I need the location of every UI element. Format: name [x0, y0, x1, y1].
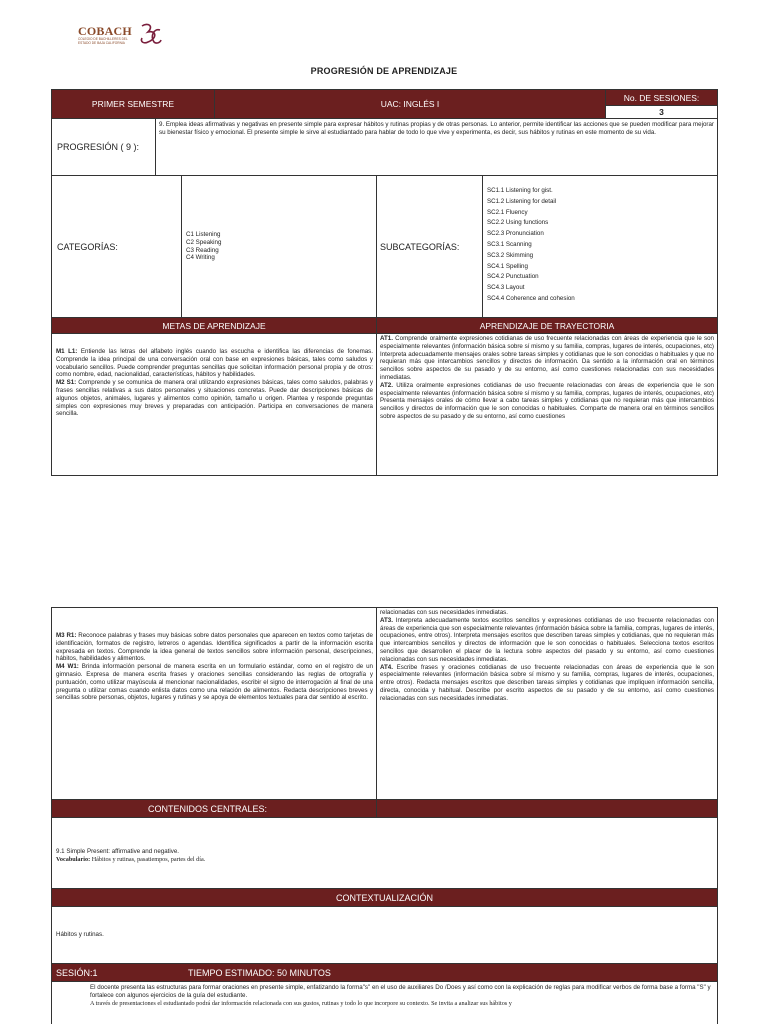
list-item: C4 Writing	[186, 254, 215, 262]
bc-emblem-icon	[134, 22, 164, 50]
trayectoria-page2-cell	[376, 607, 718, 800]
subcategorias-label-cell	[376, 175, 483, 318]
categorias-label: CATEGORÍAS:	[57, 241, 118, 252]
meta-paragraph: M4 W1: Brinda información personal de manera escrita en un formulario estándar, como en el registro de un gimnasio. Expresa de manera escrita frases y oraciones sencillas considerando las reglas de ortografía y puntuación, como utilizar mayúscula al mencionar nacionalidades, escribir el signo de interrogación al final de una pregunta o utilizar comas cuando enlista datos como una relación de alimentos. Redacta descripciones breves y sencillas sobre personas, objetos, lugares y rutinas y se apoya de elementos textuales para dar sentido al escrito.	[56, 663, 373, 702]
progresion-text-cell	[155, 118, 718, 176]
meta-paragraph: M1 L1: Entiende las letras del alfabeto inglés cuando las escucha e identifica las diferencias de fonemas. Comprende la idea principal de una conversación oral con base en expresiones básicas, tales como saludos y vocabulario sencillos. Puede comprender preguntas sencillas que solicitan información personal propia y de otros: como nombre, edad, nacionalidad, características, hábitos y habilidades.	[56, 348, 373, 379]
uac-label: UAC: INGLÉS I	[380, 99, 440, 109]
subcategorias-list-cell	[482, 175, 718, 318]
logo-name: COBACH	[78, 24, 132, 38]
progresion-label-cell	[51, 118, 156, 176]
list-item: SC4.1 Spelling	[487, 262, 528, 270]
vocabulario-line: Vocabulario: Hábitos y rutinas, pasatiempos, partes del día.	[56, 855, 206, 863]
list-item: C1 Listening	[186, 230, 221, 238]
list-item: SC4.4 Coherence and cohesion	[487, 294, 575, 302]
sessions-value: 3	[659, 107, 664, 117]
trayectoria-paragraph: relacionadas con sus necesidades inmediatas.	[380, 609, 508, 616]
cobach-logo	[78, 22, 168, 52]
list-item: SC1.2 Listening for detail	[487, 197, 557, 205]
logo-subtitle: COLEGIO DE BACHILLERES DEL ESTADO DE BAJA CALIFORNIA	[78, 37, 128, 45]
list-item: SC1.1 Listening for gist.	[487, 187, 553, 194]
contextualizacion-header: CONTEXTUALIZACIÓN	[335, 892, 433, 903]
contenidos-body	[51, 817, 718, 889]
list-item: SC2.1 Fluency	[487, 208, 528, 216]
trayectoria-page1-cell	[376, 333, 718, 476]
meta-paragraph: M2 S1: Comprende y se comunica de manera oral utilizando expresiones básicas, tales como saludos, palabras y frases sencillas relativas a sus datos personales y situaciones concretas. Puede dar descripciones básicas de algunos objetos, animales, lugares y alimentos como opinión, tamaño u origen. Plantea y responde preguntas simples con expresiones muy breves y preparadas con anticipación. Participa en conversaciones de manera sencilla.	[56, 379, 373, 418]
categorias-list-cell	[181, 175, 377, 318]
list-item: SC3.2 Skimming	[487, 251, 534, 259]
trayectoria-paragraph: AT2. Utiliza oralmente expresiones cotidianas de uso frecuente relacionadas con áreas de experiencia que le son especialmente relevantes (información básica sobre sí mismo y su familia, compras, lugares de interés, ocupaciones, etc) Presenta mensajes orales de cómo llevar a cabo tareas simples y cotidianas que no requieran más que intercambios sencillos y directos de información que le son conocidas o habituales. Comparte de manera oral en términos sencillos sobre aspectos de su pasado y de su entorno, así como cuestiones	[380, 381, 714, 420]
meta-paragraph: M3 R1: Reconoce palabras y frases muy básicas sobre datos personales que aparecen en textos como tarjetas de identificación, formatos de registro, letreros o agendas. Identifica significados a partir de la información escrita expresada en textos. Comprende la idea general de textos sencillos sobre información personal, descripciones, hábitos, habilidades y alimentos.	[56, 632, 373, 663]
contextualizacion-header-cell	[51, 888, 718, 907]
subcategorias-label: SUBCATEGORÍAS:	[380, 241, 460, 252]
trayectoria-paragraph: AT3. Interpreta adecuadamente textos escritos sencillos y expresiones cotidianas de uso frecuente relacionadas con áreas de experiencia que son especialmente relevantes (información básica sobre la familia, compras, lugares de interés, ocupaciones, entre otros). Interpreta mensajes escritos que describen tareas simples y cotidianas, que no requieran más que intercambios sencillos y directos de información que le son conocidas o habituales. Selecciona textos escritos sencillos que desarrollen el placer de la lectura sobre aspectos del pasado y su entorno, así como cuestiones relacionadas con sus necesidades inmediatas.	[380, 616, 714, 663]
list-item: SC2.3 Pronunciation	[487, 230, 544, 238]
contextualizacion-text: Hábitos y rutinas.	[56, 931, 104, 939]
list-item: SC3.1 Scanning	[487, 240, 532, 248]
uac-cell	[214, 89, 606, 119]
tiempo-label: TIEMPO ESTIMADO: 50 MINUTOS	[188, 967, 331, 978]
contenidos-header: CONTENIDOS CENTRALES:	[148, 803, 268, 814]
metas-page1-cell	[51, 333, 377, 476]
page-title: PROGRESIÓN DE APRENDIZAJE	[310, 66, 458, 76]
sesion-body	[51, 981, 718, 1024]
sessions-label: No. DE SESIONES:	[623, 92, 700, 103]
categorias-label-cell	[51, 175, 182, 318]
list-item: SC2.2 Using functions	[487, 219, 549, 227]
sessions-value-cell	[605, 105, 718, 119]
contenidos-header-cell	[51, 799, 377, 818]
list-item: C2 Speaking	[186, 238, 222, 246]
trayectoria-paragraph: AT4. Escribe frases y oraciones cotidianas de uso frecuente relacionadas con áreas de experiencia que le son especialmente relevantes (información básica sobre sí mismo y su familia, compras, lugares de interés, ocupaciones, entre otros). Redacta mensajes escritos que describen tareas simples y cotidianas que impliquen información sencilla, directa, conocida y habitual. Describe por escrito aspectos de su pasado y de su entorno, así como cuestiones relacionadas con sus necesidades inmediatas.	[380, 663, 714, 702]
contextualizacion-body	[51, 906, 718, 964]
metas-header-cell	[51, 317, 377, 334]
list-item: C3 Reading	[186, 246, 219, 254]
sesion-paragraph: El docente presenta las estructuras para formar oraciones en presente simple, enfatizando la forma"s" en el uso de auxiliares Do /Does y así como con la explicación de reglas para modificar verbos de forma base a forma "S" y fortalece con algunos ejercicios de la guía del estudiante.	[90, 984, 711, 999]
list-item: SC4.3 Layout	[487, 284, 525, 292]
list-item: SC4.2 Punctuation	[487, 273, 539, 281]
semester-cell	[51, 89, 215, 119]
contenido-line: 9.1 Simple Present: affirmative and negative.	[56, 848, 180, 855]
semester-label: PRIMER SEMESTRE	[91, 99, 175, 109]
sesion-header-cell	[51, 963, 718, 982]
metas-page2-cell	[51, 607, 377, 800]
progresion-label: PROGRESIÓN ( 9 ):	[57, 142, 140, 152]
sesion-label: SESIÓN:1	[56, 967, 98, 978]
sessions-label-cell	[605, 89, 718, 106]
progresion-text: 9. Emplea ideas afirmativas y negativas en presente simple para expresar hábitos y rutinas propias y de otras personas. Lo anterior, permite identificar las acciones que se pueden modificar para mejorar su bienestar físico y emocional. El presente simple le sirve al estudiantado para hablar de todo lo que vive y experimenta, es decir, sus hábitos y rutinas en este momento de su vida.	[159, 121, 714, 136]
trayectoria-header-cell	[376, 317, 718, 334]
trayectoria-paragraph: AT1. Comprende oralmente expresiones cotidianas de uso frecuente relacionadas con áreas de experiencia que le son especialmente relevantes (información básica sobre sí mismo y su familia, compras, lugares de interés, ocupaciones, etc) Interpreta adecuadamente mensajes orales sobre tareas simples y cotidianas que le son conocidas o habituales y que no requieran más que intercambios sencillos y directos de información. Da sentido a la información oral en términos sencillos sobre aspectos de su pasado y de su entorno, así como cuestiones relacionadas con sus necesidades inmediatas.	[380, 335, 714, 381]
trayectoria-header: APRENDIZAJE DE TRAYECTORIA	[479, 320, 615, 331]
metas-header: METAS DE APRENDIZAJE	[162, 320, 266, 331]
sesion-paragraph: A través de presentaciones el estudiantado podrá dar información relacionada con sus gustos, rutinas y todo lo que incorpore su contexto. Se invita a analizar sus hábitos y	[90, 999, 512, 1007]
contenidos-header-right	[376, 799, 718, 818]
